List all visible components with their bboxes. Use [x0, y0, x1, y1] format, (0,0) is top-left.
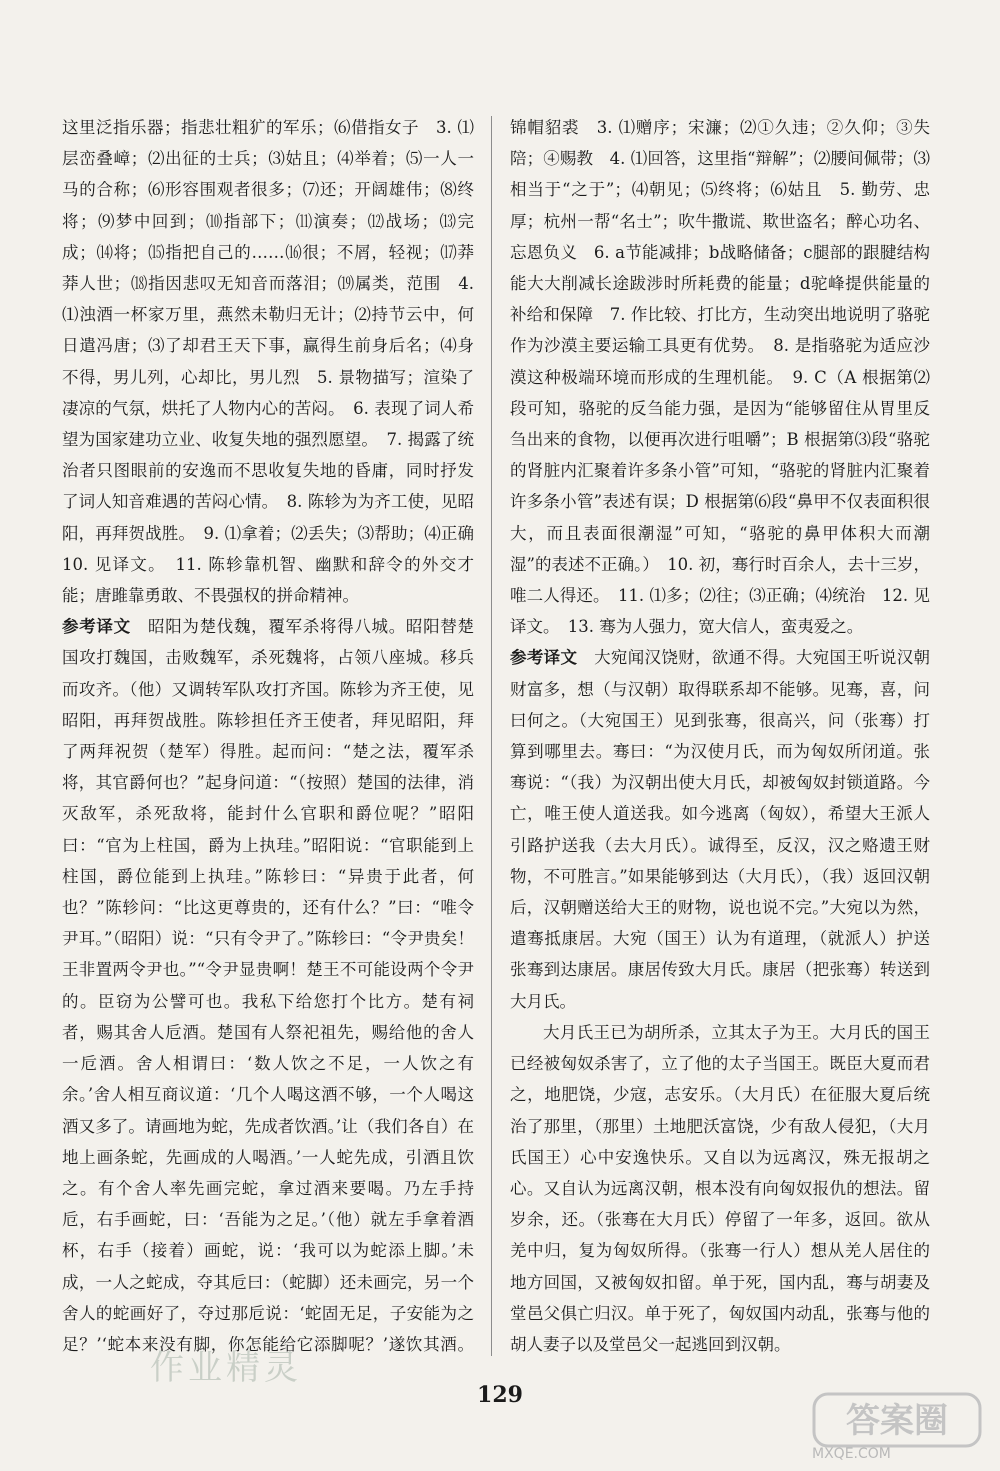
- right-answers-paragraph: 锦帽貂裘 3. ⑴赠序；宋濂；⑵①久违；②久仰；③失陪；④赐教 4. ⑴回答，这里指“辩解”；⑵腰间佩带；⑶相当于“之于”；⑷朝见；⑸终将；⑹姑且 5. 勤劳、忠厚；杭州一帮“名士”；吹牛撒谎、欺世盗名；醉心功名、忘恩负义 6. a节能减排；b战略储备；c腿部的跟腱结构能大大削减长途跋涉时所耗费的能量；d驼峰提供能量的补给和保障 7. 作比较、打比方，生动突出地说明了骆驼作为沙漠主要运输工具更有优势。 8. 是指骆驼为适应沙漠这种极端环境而形成的生理机能。 9. C（A 根据第⑵段可知，骆驼的反刍能力强，是因为“能够留住从胃里反刍出来的食物，以便再次进行咀嚼”；B 根据第⑶段“骆驼的肾脏内汇聚着许多条小管”可知，“骆驼的肾脏内汇聚着许多条小管”表述有误；D 根据第⑹段“鼻甲不仅表面积很大，而且表面很潮湿”可知，“骆驼的鼻甲体积大而潮湿”的表述不正确。） 10. 初，骞行时百余人，去十三岁，唯二人得还。 11. ⑴多；⑵往；⑶正确；⑷统治 12. 见译文。 13. 骞为人强力，宽大信人，蛮夷爱之。: [510, 118, 930, 637]
- left-translation-paragraph: 昭阳为楚伐魏，覆军杀将得八城。昭阳替楚国攻打魏国，击败魏军，杀死魏将，占领八座城。移兵而攻齐。（他）又调转军队攻打齐国。陈轸为齐王使，见昭阳，再拜贺战胜。陈轸担任齐王使者，拜见昭阳，拜了两拜祝贺（楚军）得胜。起而问：“楚之法，覆军杀将，其官爵何也？”起身问道：“（按照）楚国的法律，消灭敌军，杀死敌将，能封什么官职和爵位呢？”昭阳曰：“官为上柱国，爵为上执珪。”昭阳说：“官职能到上柱国，爵位能到上执珪。”陈轸曰：“异贵于此者，何也？”陈轸问：“比这更尊贵的，还有什么？”曰：“唯令尹耳。”（昭阳）说：“只有令尹了。”陈轸曰：“令尹贵矣！王非置两令尹也。”“令尹显贵啊！楚王不可能设两个令尹的。臣窃为公譬可也。我私下给您打个比方。楚有祠者，赐其舍人卮酒。楚国有人祭祀祖先，赐给他的舍人一卮酒。舍人相谓曰：‘数人饮之不足，一人饮之有余。’舍人相互商议道：‘几个人喝这酒不够，一个人喝这酒又多了。请画地为蛇，先成者饮酒。’让（我们各自）在地上画条蛇，先画成的人喝酒。’一人蛇先成，引酒且饮之。有个舍人率先画完蛇，拿过酒来要喝。乃左手持卮，右手画蛇，曰：‘吾能为之足。’（他）就左手拿着酒杯，右手（接着）画蛇，说：‘我可以为蛇添上脚。’未成，一人之蛇成，夺其卮曰：（蛇脚）还未画完，另一个舍人的蛇画好了，夺过那卮说：‘蛇固无足，子安能为之足？’‘蛇本来没有脚，你怎能给它添脚呢？’遂饮其酒。: [62, 617, 474, 1354]
- right-translation-paragraph-1: 大宛闻汉饶财，欲通不得。大宛国王听说汉朝财富多，想（与汉朝）取得联系却不能够。见骞，喜，问曰何之。（大宛国王）见到张骞，很高兴，问（张骞）打算到哪里去。骞曰：“为汉使月氏，而为匈奴所闭道。张骞说：“（我）为汉朝出使大月氏，却被匈奴封锁道路。今亡，唯王使人道送我。如今逃离（匈奴），希望大王派人引路护送我（去大月氏）。诚得至，反汉，汉之赂遗王财物，不可胜言。”如果能够到达（大月氏），（我）返回汉朝后，汉朝赠送给大王的财物，说也说不完。”大宛以为然，遣骞抵康居。大宛（国王）认为有道理，（就派人）护送张骞到达康居。康居传致大月氏。康居（把张骞）转送到大月氏。: [510, 648, 930, 1011]
- left-column: [62, 112, 474, 1362]
- right-column: [510, 112, 930, 1362]
- column-divider: [491, 116, 492, 1356]
- right-reference-label: 参考译文: [510, 648, 578, 668]
- watermark-url: MXQE.COM: [812, 1446, 891, 1462]
- svg-text:答案圈: 答案圈: [846, 1401, 948, 1441]
- left-answers-paragraph: 这里泛指乐器；指悲壮粗犷的军乐；⑹借指女子 3. ⑴层峦叠嶂；⑵出征的士兵；⑶姑且；⑷举着；⑸一人一马的合称；⑹形容围观者很多；⑺还；开阔雄伟；⑻终将；⑼梦中回到；⑽指部下；⑾演奏；⑿战场；⒀完成；⒁将；⒂指把自己的……⒃很；不屑，轻视；⒄莽莽人世；⒅指因悲叹无知音而落泪；⒆属类，范围 4. ⑴浊酒一杯家万里，燕然未勒归无计；⑵持节云中，何日遣冯唐；⑶了却君王天下事，赢得生前身后名；⑷身不得，男儿列，心却比，男儿烈 5. 景物描写；渲染了凄凉的气氛，烘托了人物内心的苦闷。 6. 表现了词人希望为国家建功立业、收复失地的强烈愿望。 7. 揭露了统治者只图眼前的安逸而不思收复失地的昏庸，同时抒发了词人知音难遇的苦闷心情。 8. 陈轸为为齐工使，见昭阳，再拜贺战胜。 9. ⑴拿着；⑵丢失；⑶帮助；⑷正确 10. 见译文。 11. 陈轸靠机智、幽默和辞令的外交才能；唐雎靠勇敢、不畏强权的拼命精神。: [62, 118, 474, 606]
- watermark-text: 作业精灵: [150, 1348, 302, 1388]
- right-translation-paragraph-2: 大月氏王已为胡所杀，立其太子为王。大月氏的国王已经被匈奴杀害了，立了他的太子当国王。既臣大夏而君之，地肥饶，少寇，志安乐。（大月氏）在征服大夏后统治了那里，（那里）土地肥沃富饶，少有敌人侵犯，（大月氏国王）心中安逸快乐。又自以为远离汉，殊无报胡之心。又自认为远离汉朝，根本没有向匈奴报仇的想法。留岁余，还。（张骞在大月氏）停留了一年多，返回。欲从羌中归，复为匈奴所得。（张骞一行人）想从羌人居住的地方回国，又被匈奴扣留。单于死，国内乱，骞与胡妻及堂邑父俱亡归汉。单于死了，匈奴国内动乱，张骞与他的胡人妻子以及堂邑父一起逃回到汉朝。: [510, 1022, 930, 1354]
- left-reference-label: 参考译文: [62, 617, 131, 637]
- page-number: 129: [477, 1382, 523, 1408]
- watermark-logo-icon: [812, 1390, 982, 1450]
- right-translation-paragraph-3: [510, 1360, 930, 1362]
